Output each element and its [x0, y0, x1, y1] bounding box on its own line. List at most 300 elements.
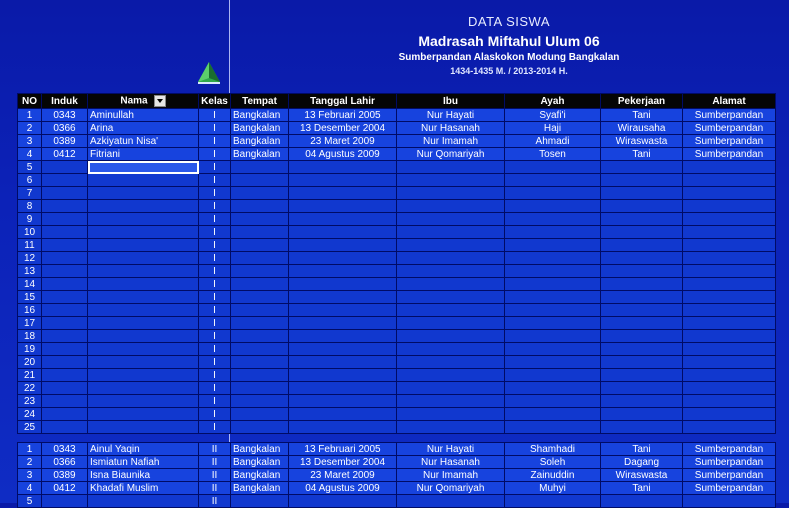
cell-tempat[interactable]: Bangkalan [231, 122, 289, 135]
cell-tanggal-lahir[interactable] [289, 291, 397, 304]
cell-kelas[interactable]: I [199, 200, 231, 213]
cell-no[interactable]: 21 [18, 369, 42, 382]
cell-induk[interactable] [42, 408, 88, 421]
cell-alamat[interactable] [683, 239, 776, 252]
cell-nama[interactable] [88, 226, 199, 239]
cell-induk[interactable] [42, 252, 88, 265]
cell-alamat[interactable] [683, 161, 776, 174]
cell-alamat[interactable]: Sumberpandan [683, 122, 776, 135]
cell-pekerjaan[interactable] [601, 161, 683, 174]
cell-no[interactable]: 25 [18, 421, 42, 434]
cell-induk[interactable] [42, 330, 88, 343]
cell-nama[interactable]: Aminullah [88, 109, 199, 122]
cell-nama[interactable]: Arina [88, 122, 199, 135]
cell-pekerjaan[interactable]: Tani [601, 109, 683, 122]
cell-kelas[interactable]: I [199, 174, 231, 187]
cell-tempat[interactable] [231, 226, 289, 239]
cell-alamat[interactable]: Sumberpandan [683, 109, 776, 122]
cell-ayah[interactable] [505, 278, 601, 291]
cell-no[interactable]: 3 [18, 135, 42, 148]
cell-pekerjaan[interactable] [601, 395, 683, 408]
cell-induk[interactable]: 0343 [42, 443, 88, 456]
cell-induk[interactable] [42, 278, 88, 291]
cell-tanggal-lahir[interactable]: 04 Agustus 2009 [289, 482, 397, 495]
cell-pekerjaan[interactable] [601, 252, 683, 265]
cell-kelas[interactable]: I [199, 278, 231, 291]
cell-tanggal-lahir[interactable]: 13 Desember 2004 [289, 456, 397, 469]
cell-induk[interactable]: 0343 [42, 109, 88, 122]
cell-ibu[interactable] [397, 330, 505, 343]
cell-nama[interactable]: Azkiyatun Nisa' [88, 135, 199, 148]
cell-kelas[interactable]: I [199, 421, 231, 434]
cell-alamat[interactable] [683, 187, 776, 200]
cell-tempat[interactable]: Bangkalan [231, 469, 289, 482]
cell-no[interactable]: 5 [18, 161, 42, 174]
cell-alamat[interactable]: Sumberpandan [683, 482, 776, 495]
cell-alamat[interactable] [683, 330, 776, 343]
cell-nama[interactable] [88, 382, 199, 395]
cell-pekerjaan[interactable] [601, 382, 683, 395]
cell-pekerjaan[interactable] [601, 278, 683, 291]
cell-tanggal-lahir[interactable] [289, 304, 397, 317]
cell-ayah[interactable]: Tosen [505, 148, 601, 161]
cell-alamat[interactable] [683, 200, 776, 213]
cell-nama[interactable] [88, 495, 199, 508]
cell-ibu[interactable] [397, 174, 505, 187]
cell-tempat[interactable]: Bangkalan [231, 456, 289, 469]
cell-tanggal-lahir[interactable] [289, 382, 397, 395]
cell-ibu[interactable]: Nur Hayati [397, 443, 505, 456]
cell-induk[interactable] [42, 369, 88, 382]
cell-kelas[interactable]: I [199, 161, 231, 174]
cell-tempat[interactable] [231, 343, 289, 356]
cell-alamat[interactable] [683, 291, 776, 304]
cell-ayah[interactable] [505, 421, 601, 434]
cell-tempat[interactable] [231, 265, 289, 278]
cell-kelas[interactable]: I [199, 187, 231, 200]
cell-induk[interactable]: 0412 [42, 482, 88, 495]
cell-no[interactable]: 18 [18, 330, 42, 343]
cell-pekerjaan[interactable] [601, 495, 683, 508]
cell-induk[interactable] [42, 265, 88, 278]
cell-nama[interactable] [88, 291, 199, 304]
cell-ibu[interactable] [397, 495, 505, 508]
cell-tempat[interactable] [231, 291, 289, 304]
cell-ayah[interactable] [505, 187, 601, 200]
cell-alamat[interactable] [683, 369, 776, 382]
cell-pekerjaan[interactable] [601, 408, 683, 421]
cell-kelas[interactable]: II [199, 443, 231, 456]
cell-tempat[interactable] [231, 421, 289, 434]
cell-pekerjaan[interactable] [601, 421, 683, 434]
cell-ayah[interactable]: Shamhadi [505, 443, 601, 456]
cell-tanggal-lahir[interactable] [289, 161, 397, 174]
cell-ibu[interactable] [397, 278, 505, 291]
cell-kelas[interactable]: I [199, 252, 231, 265]
cell-induk[interactable]: 0389 [42, 469, 88, 482]
cell-tanggal-lahir[interactable] [289, 495, 397, 508]
cell-tanggal-lahir[interactable] [289, 187, 397, 200]
cell-tanggal-lahir[interactable] [289, 239, 397, 252]
cell-induk[interactable]: 0389 [42, 135, 88, 148]
cell-no[interactable]: 24 [18, 408, 42, 421]
cell-tempat[interactable] [231, 161, 289, 174]
cell-tempat[interactable] [231, 239, 289, 252]
cell-no[interactable]: 3 [18, 469, 42, 482]
cell-ibu[interactable] [397, 213, 505, 226]
cell-alamat[interactable]: Sumberpandan [683, 456, 776, 469]
cell-tempat[interactable] [231, 187, 289, 200]
cell-alamat[interactable] [683, 356, 776, 369]
cell-no[interactable]: 23 [18, 395, 42, 408]
cell-induk[interactable] [42, 382, 88, 395]
cell-alamat[interactable] [683, 278, 776, 291]
cell-no[interactable]: 1 [18, 109, 42, 122]
cell-nama[interactable] [88, 200, 199, 213]
cell-ibu[interactable] [397, 291, 505, 304]
cell-no[interactable]: 12 [18, 252, 42, 265]
cell-no[interactable]: 15 [18, 291, 42, 304]
cell-no[interactable]: 14 [18, 278, 42, 291]
cell-tempat[interactable] [231, 200, 289, 213]
cell-ayah[interactable] [505, 213, 601, 226]
cell-ayah[interactable] [505, 369, 601, 382]
cell-tempat[interactable] [231, 330, 289, 343]
cell-ayah[interactable] [505, 252, 601, 265]
cell-ayah[interactable] [505, 382, 601, 395]
cell-no[interactable]: 13 [18, 265, 42, 278]
cell-pekerjaan[interactable] [601, 200, 683, 213]
cell-ayah[interactable] [505, 174, 601, 187]
cell-ayah[interactable] [505, 304, 601, 317]
cell-no[interactable]: 9 [18, 213, 42, 226]
cell-pekerjaan[interactable] [601, 291, 683, 304]
cell-kelas[interactable]: II [199, 482, 231, 495]
cell-tanggal-lahir[interactable] [289, 421, 397, 434]
cell-tempat[interactable]: Bangkalan [231, 148, 289, 161]
cell-no[interactable]: 1 [18, 443, 42, 456]
cell-tempat[interactable] [231, 395, 289, 408]
cell-nama[interactable] [88, 395, 199, 408]
cell-tanggal-lahir[interactable]: 23 Maret 2009 [289, 469, 397, 482]
cell-no[interactable]: 2 [18, 456, 42, 469]
cell-pekerjaan[interactable]: Wirausaha [601, 122, 683, 135]
cell-induk[interactable] [42, 356, 88, 369]
cell-ibu[interactable] [397, 317, 505, 330]
cell-tanggal-lahir[interactable] [289, 395, 397, 408]
cell-tanggal-lahir[interactable] [289, 278, 397, 291]
cell-induk[interactable] [42, 421, 88, 434]
cell-alamat[interactable] [683, 395, 776, 408]
cell-tanggal-lahir[interactable]: 13 Desember 2004 [289, 122, 397, 135]
cell-tempat[interactable] [231, 304, 289, 317]
cell-nama[interactable] [88, 343, 199, 356]
cell-kelas[interactable]: II [199, 495, 231, 508]
cell-no[interactable]: 4 [18, 148, 42, 161]
cell-tempat[interactable] [231, 382, 289, 395]
cell-pekerjaan[interactable] [601, 239, 683, 252]
cell-ayah[interactable] [505, 356, 601, 369]
cell-tempat[interactable] [231, 495, 289, 508]
cell-tempat[interactable] [231, 317, 289, 330]
cell-alamat[interactable]: Sumberpandan [683, 469, 776, 482]
cell-kelas[interactable]: I [199, 265, 231, 278]
cell-ayah[interactable]: Syafi'i [505, 109, 601, 122]
cell-tanggal-lahir[interactable]: 23 Maret 2009 [289, 135, 397, 148]
cell-alamat[interactable]: Sumberpandan [683, 135, 776, 148]
cell-ayah[interactable]: Muhyi [505, 482, 601, 495]
cell-tempat[interactable] [231, 213, 289, 226]
cell-ibu[interactable] [397, 382, 505, 395]
cell-kelas[interactable]: I [199, 226, 231, 239]
cell-tempat[interactable] [231, 408, 289, 421]
cell-no[interactable]: 17 [18, 317, 42, 330]
cell-no[interactable]: 4 [18, 482, 42, 495]
cell-pekerjaan[interactable] [601, 356, 683, 369]
cell-tempat[interactable]: Bangkalan [231, 135, 289, 148]
cell-nama[interactable] [88, 239, 199, 252]
cell-ayah[interactable] [505, 495, 601, 508]
cell-alamat[interactable] [683, 213, 776, 226]
cell-ibu[interactable] [397, 408, 505, 421]
cell-ayah[interactable]: Haji [505, 122, 601, 135]
cell-kelas[interactable]: I [199, 304, 231, 317]
cell-nama[interactable] [88, 369, 199, 382]
cell-induk[interactable] [42, 395, 88, 408]
cell-kelas[interactable]: I [199, 408, 231, 421]
cell-kelas[interactable]: I [199, 135, 231, 148]
cell-tanggal-lahir[interactable] [289, 213, 397, 226]
cell-tanggal-lahir[interactable] [289, 174, 397, 187]
cell-induk[interactable] [42, 343, 88, 356]
cell-alamat[interactable]: Sumberpandan [683, 443, 776, 456]
cell-tanggal-lahir[interactable] [289, 330, 397, 343]
cell-nama[interactable] [88, 252, 199, 265]
cell-induk[interactable] [42, 174, 88, 187]
cell-pekerjaan[interactable] [601, 174, 683, 187]
cell-tanggal-lahir[interactable] [289, 369, 397, 382]
cell-pekerjaan[interactable] [601, 187, 683, 200]
cell-ibu[interactable] [397, 304, 505, 317]
cell-tempat[interactable] [231, 174, 289, 187]
cell-no[interactable]: 10 [18, 226, 42, 239]
cell-ibu[interactable] [397, 226, 505, 239]
cell-no[interactable]: 6 [18, 174, 42, 187]
cell-nama[interactable]: Khadafi Muslim [88, 482, 199, 495]
cell-ibu[interactable]: Nur Imamah [397, 469, 505, 482]
cell-ayah[interactable] [505, 226, 601, 239]
cell-alamat[interactable] [683, 252, 776, 265]
cell-ibu[interactable]: Nur Qomariyah [397, 148, 505, 161]
cell-no[interactable]: 16 [18, 304, 42, 317]
cell-nama[interactable]: Ismiatun Nafiah [88, 456, 199, 469]
cell-ibu[interactable] [397, 252, 505, 265]
cell-kelas[interactable]: I [199, 148, 231, 161]
cell-tanggal-lahir[interactable]: 04 Agustus 2009 [289, 148, 397, 161]
cell-induk[interactable] [42, 187, 88, 200]
cell-tempat[interactable] [231, 369, 289, 382]
cell-alamat[interactable] [683, 265, 776, 278]
cell-no[interactable]: 19 [18, 343, 42, 356]
cell-induk[interactable] [42, 226, 88, 239]
cell-alamat[interactable] [683, 343, 776, 356]
cell-ibu[interactable]: Nur Imamah [397, 135, 505, 148]
cell-kelas[interactable]: I [199, 369, 231, 382]
cell-ibu[interactable] [397, 187, 505, 200]
cell-pekerjaan[interactable]: Wiraswasta [601, 469, 683, 482]
cell-pekerjaan[interactable] [601, 317, 683, 330]
cell-induk[interactable]: 0366 [42, 456, 88, 469]
cell-alamat[interactable] [683, 408, 776, 421]
cell-nama[interactable] [88, 330, 199, 343]
cell-nama[interactable] [88, 174, 199, 187]
cell-pekerjaan[interactable]: Tani [601, 148, 683, 161]
cell-pekerjaan[interactable] [601, 265, 683, 278]
cell-induk[interactable] [42, 239, 88, 252]
cell-kelas[interactable]: II [199, 469, 231, 482]
cell-nama[interactable] [88, 356, 199, 369]
cell-induk[interactable]: 0366 [42, 122, 88, 135]
cell-tanggal-lahir[interactable] [289, 317, 397, 330]
cell-no[interactable]: 5 [18, 495, 42, 508]
cell-kelas[interactable]: I [199, 395, 231, 408]
cell-ayah[interactable] [505, 317, 601, 330]
cell-alamat[interactable] [683, 495, 776, 508]
cell-tempat[interactable] [231, 278, 289, 291]
cell-nama[interactable]: Ainul Yaqin [88, 443, 199, 456]
cell-ibu[interactable]: Nur Hayati [397, 109, 505, 122]
cell-tanggal-lahir[interactable] [289, 356, 397, 369]
cell-induk[interactable] [42, 495, 88, 508]
cell-induk[interactable] [42, 317, 88, 330]
cell-nama[interactable] [88, 161, 199, 174]
cell-induk[interactable] [42, 291, 88, 304]
cell-tanggal-lahir[interactable] [289, 265, 397, 278]
cell-tempat[interactable] [231, 356, 289, 369]
cell-ibu[interactable] [397, 369, 505, 382]
cell-tempat[interactable]: Bangkalan [231, 443, 289, 456]
cell-ibu[interactable] [397, 161, 505, 174]
cell-alamat[interactable] [683, 304, 776, 317]
cell-ayah[interactable] [505, 330, 601, 343]
cell-ayah[interactable] [505, 200, 601, 213]
cell-ayah[interactable] [505, 343, 601, 356]
cell-kelas[interactable]: I [199, 317, 231, 330]
cell-no[interactable]: 20 [18, 356, 42, 369]
col-header-nama[interactable] [88, 94, 199, 109]
cell-induk[interactable] [42, 200, 88, 213]
cell-nama[interactable] [88, 304, 199, 317]
cell-kelas[interactable]: I [199, 382, 231, 395]
cell-kelas[interactable]: I [199, 122, 231, 135]
cell-pekerjaan[interactable] [601, 226, 683, 239]
cell-kelas[interactable]: I [199, 330, 231, 343]
cell-induk[interactable] [42, 213, 88, 226]
cell-ibu[interactable]: Nur Qomariyah [397, 482, 505, 495]
cell-no[interactable]: 2 [18, 122, 42, 135]
cell-no[interactable]: 7 [18, 187, 42, 200]
cell-kelas[interactable]: I [199, 291, 231, 304]
cell-ayah[interactable] [505, 239, 601, 252]
cell-kelas[interactable]: I [199, 343, 231, 356]
cell-no[interactable]: 11 [18, 239, 42, 252]
cell-nama[interactable]: Isna Biaunika [88, 469, 199, 482]
cell-pekerjaan[interactable] [601, 213, 683, 226]
cell-induk[interactable]: 0412 [42, 148, 88, 161]
cell-nama[interactable] [88, 265, 199, 278]
cell-tanggal-lahir[interactable] [289, 200, 397, 213]
cell-induk[interactable] [42, 161, 88, 174]
cell-tempat[interactable]: Bangkalan [231, 109, 289, 122]
cell-ibu[interactable] [397, 200, 505, 213]
cell-nama[interactable] [88, 408, 199, 421]
cell-ayah[interactable] [505, 161, 601, 174]
cell-ibu[interactable]: Nur Hasanah [397, 456, 505, 469]
cell-pekerjaan[interactable]: Wiraswasta [601, 135, 683, 148]
cell-ibu[interactable] [397, 239, 505, 252]
cell-nama[interactable] [88, 317, 199, 330]
cell-alamat[interactable] [683, 317, 776, 330]
cell-pekerjaan[interactable]: Dagang [601, 456, 683, 469]
cell-alamat[interactable]: Sumberpandan [683, 148, 776, 161]
cell-tempat[interactable]: Bangkalan [231, 482, 289, 495]
cell-kelas[interactable]: I [199, 213, 231, 226]
cell-tanggal-lahir[interactable] [289, 226, 397, 239]
cell-no[interactable]: 8 [18, 200, 42, 213]
cell-induk[interactable] [42, 304, 88, 317]
cell-tanggal-lahir[interactable]: 13 Februari 2005 [289, 109, 397, 122]
cell-ayah[interactable] [505, 291, 601, 304]
cell-ibu[interactable]: Nur Hasanah [397, 122, 505, 135]
cell-ayah[interactable] [505, 265, 601, 278]
cell-tanggal-lahir[interactable] [289, 252, 397, 265]
filter-dropdown-icon[interactable] [154, 95, 166, 107]
cell-ayah[interactable]: Soleh [505, 456, 601, 469]
cell-kelas[interactable]: I [199, 109, 231, 122]
cell-pekerjaan[interactable]: Tani [601, 482, 683, 495]
cell-ayah[interactable] [505, 395, 601, 408]
cell-ibu[interactable] [397, 421, 505, 434]
cell-alamat[interactable] [683, 382, 776, 395]
cell-ayah[interactable] [505, 408, 601, 421]
cell-pekerjaan[interactable] [601, 343, 683, 356]
cell-nama[interactable] [88, 421, 199, 434]
cell-ibu[interactable] [397, 395, 505, 408]
cell-alamat[interactable] [683, 421, 776, 434]
cell-kelas[interactable]: I [199, 356, 231, 369]
cell-no[interactable]: 22 [18, 382, 42, 395]
cell-tanggal-lahir[interactable]: 13 Februari 2005 [289, 443, 397, 456]
cell-ibu[interactable] [397, 356, 505, 369]
cell-pekerjaan[interactable] [601, 304, 683, 317]
cell-ayah[interactable]: Zainuddin [505, 469, 601, 482]
cell-pekerjaan[interactable]: Tani [601, 443, 683, 456]
cell-ibu[interactable] [397, 343, 505, 356]
cell-kelas[interactable]: II [199, 456, 231, 469]
cell-nama[interactable]: Fitriani [88, 148, 199, 161]
cell-tempat[interactable] [231, 252, 289, 265]
cell-tanggal-lahir[interactable] [289, 343, 397, 356]
cell-alamat[interactable] [683, 174, 776, 187]
cell-ayah[interactable]: Ahmadi [505, 135, 601, 148]
cell-kelas[interactable]: I [199, 239, 231, 252]
cell-tanggal-lahir[interactable] [289, 408, 397, 421]
cell-nama[interactable] [88, 278, 199, 291]
cell-pekerjaan[interactable] [601, 369, 683, 382]
cell-pekerjaan[interactable] [601, 330, 683, 343]
cell-nama[interactable] [88, 187, 199, 200]
cell-alamat[interactable] [683, 226, 776, 239]
